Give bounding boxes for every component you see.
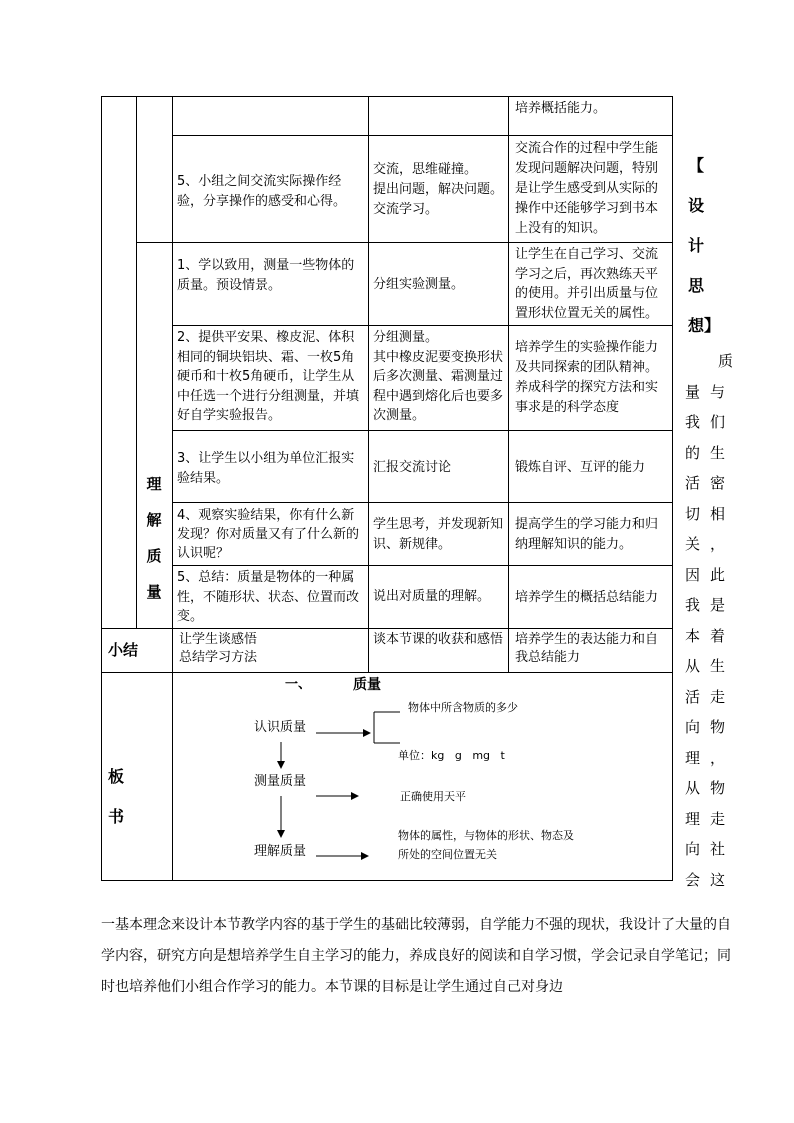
row-top-1-col4: 交流，思维碰撞。 提出问题，解决问题。 交流学习。: [373, 162, 504, 217]
design-side-text: [685, 346, 745, 895]
board-heading-num: 一、: [285, 677, 312, 692]
side-line-16: 向社: [685, 840, 736, 858]
understand-row-1-col5: 培养学生的实验操作能力及共同探索的团队精神。养成科学的探究方法和实事求是的科学态度: [515, 340, 659, 415]
understand-row-3-col5: 提高学生的学习能力和归纳理解知识的能力。: [515, 517, 659, 552]
side-line-15: 理走: [685, 809, 736, 828]
side-line-11: 活走: [685, 687, 736, 706]
board-label-1: 板: [108, 767, 125, 786]
board-understand: 理解质量: [254, 844, 307, 859]
side-line-3: 的生: [685, 443, 736, 462]
board-label-2: 书: [108, 807, 125, 826]
understand-row-2-col3: 3、让学生以小组为单位汇报实验结果。: [177, 451, 355, 486]
section-label-understand: 理解质量: [146, 475, 162, 601]
design-title: [682, 146, 722, 346]
understand-row-1-col3: 2、提供平安果、橡皮泥、体积相同的铜块铝块、霜、一枚5角硬币和十枚5角硬币，让学生从中任选一个进行分组测量，并填好自学实验报告。: [177, 330, 360, 423]
side-line-17: 会这: [685, 870, 736, 889]
board-heading: 质量: [353, 677, 381, 693]
summary-col3: 让学生谈感悟 总结学习方法: [179, 632, 258, 665]
side-line-2: 我们: [685, 413, 736, 431]
understand-row-0-col4: 分组实验测量。: [373, 277, 465, 292]
design-title-4: 想】: [688, 316, 721, 335]
design-title-2: 计: [688, 236, 705, 255]
design-title-1: 设: [688, 196, 705, 215]
understand-row-4-col4: 说出对质量的理解。: [373, 589, 491, 604]
row-top-1-col5: 交流合作的过程中学生能发现问题解决问题，特别是让学生感受到从实际的操作中还能够学习到书本上没有的知识。: [515, 141, 659, 236]
design-title-3: 思: [688, 276, 705, 295]
design-title-0: 【: [688, 156, 705, 175]
side-line-7: 因此: [685, 565, 736, 584]
side-line-6: 关，: [685, 535, 736, 553]
understand-row-0-col5: 让学生在自己学习、交流学习之后，再次熟练天平的使用。并引出质量与位置形状位置无关的属性。: [515, 247, 659, 321]
understand-row-3-col3: 4、观察实验结果，你有什么新发现？你对质量又有了什么新的认识呢？: [177, 508, 360, 561]
side-line-1: 量与: [685, 382, 736, 401]
design-paragraph: 一基本理念来设计本节教学内容的基于学生的基础比较薄弱，自学能力不强的现状，我设计了大量的自学内容，研究方向是想培养学生自主学习的能力，养成良好的阅读和自学习惯，学会记录自学笔记；同时也培养他们小组合作学习的能力。本节课的目标是让学生通过自己对身边: [101, 917, 731, 995]
board-recognize: 认识质量: [254, 720, 307, 735]
side-line-4: 活密: [685, 474, 736, 492]
summary-label: 小结: [108, 641, 139, 659]
side-line-5: 切相: [685, 504, 736, 523]
board-units: 单位：kg g mg t: [398, 749, 505, 762]
side-line-12: 向物: [685, 718, 736, 736]
summary-col4: 谈本节课的收获和感悟: [373, 632, 504, 647]
understand-row-1-col4: 分组测量。 其中橡皮泥要变换形状后多次测量、霜测量过程中遇到熔化后也要多次测量。: [373, 330, 504, 423]
understand-row-2-col4: 汇报交流讨论: [373, 460, 452, 475]
board-property: 物体的属性，与物体的形状、物态及所处的空间位置无关: [398, 829, 574, 861]
side-line-8: 我是: [685, 596, 736, 614]
understand-row-4-col3: 5、总结：质量是物体的一种属性，不随形状、状态、位置而改变。: [177, 570, 360, 624]
board-measure: 测量质量: [254, 774, 307, 789]
side-line-14: 从物: [685, 779, 736, 797]
understand-row-4-col5: 培养学生的概括总结能力: [515, 590, 659, 605]
understand-row-3-col4: 学生思考，并发现新知识、新规律。: [373, 517, 504, 552]
side-line-0: 质: [718, 352, 734, 370]
row-top-1-col3: 5、小组之间交流实际操作经验，分享操作的感受和心得。: [177, 174, 347, 209]
board-balance: 正确使用天平: [400, 790, 466, 803]
summary-col5: 培养学生的表达能力和自我总结能力: [515, 632, 659, 665]
side-line-13: 理，: [685, 748, 736, 767]
board-definition: 物体中所含物质的多少: [408, 701, 518, 714]
understand-row-2-col5: 锻炼自评、互评的能力: [515, 460, 646, 475]
side-line-9: 本着: [685, 626, 736, 645]
understand-row-0-col3: 1、学以致用，测量一些物体的质量。预设情景。: [177, 258, 355, 293]
row-top-0-col5: 培养概括能力。: [515, 101, 607, 116]
side-line-10: 从生: [685, 657, 736, 675]
